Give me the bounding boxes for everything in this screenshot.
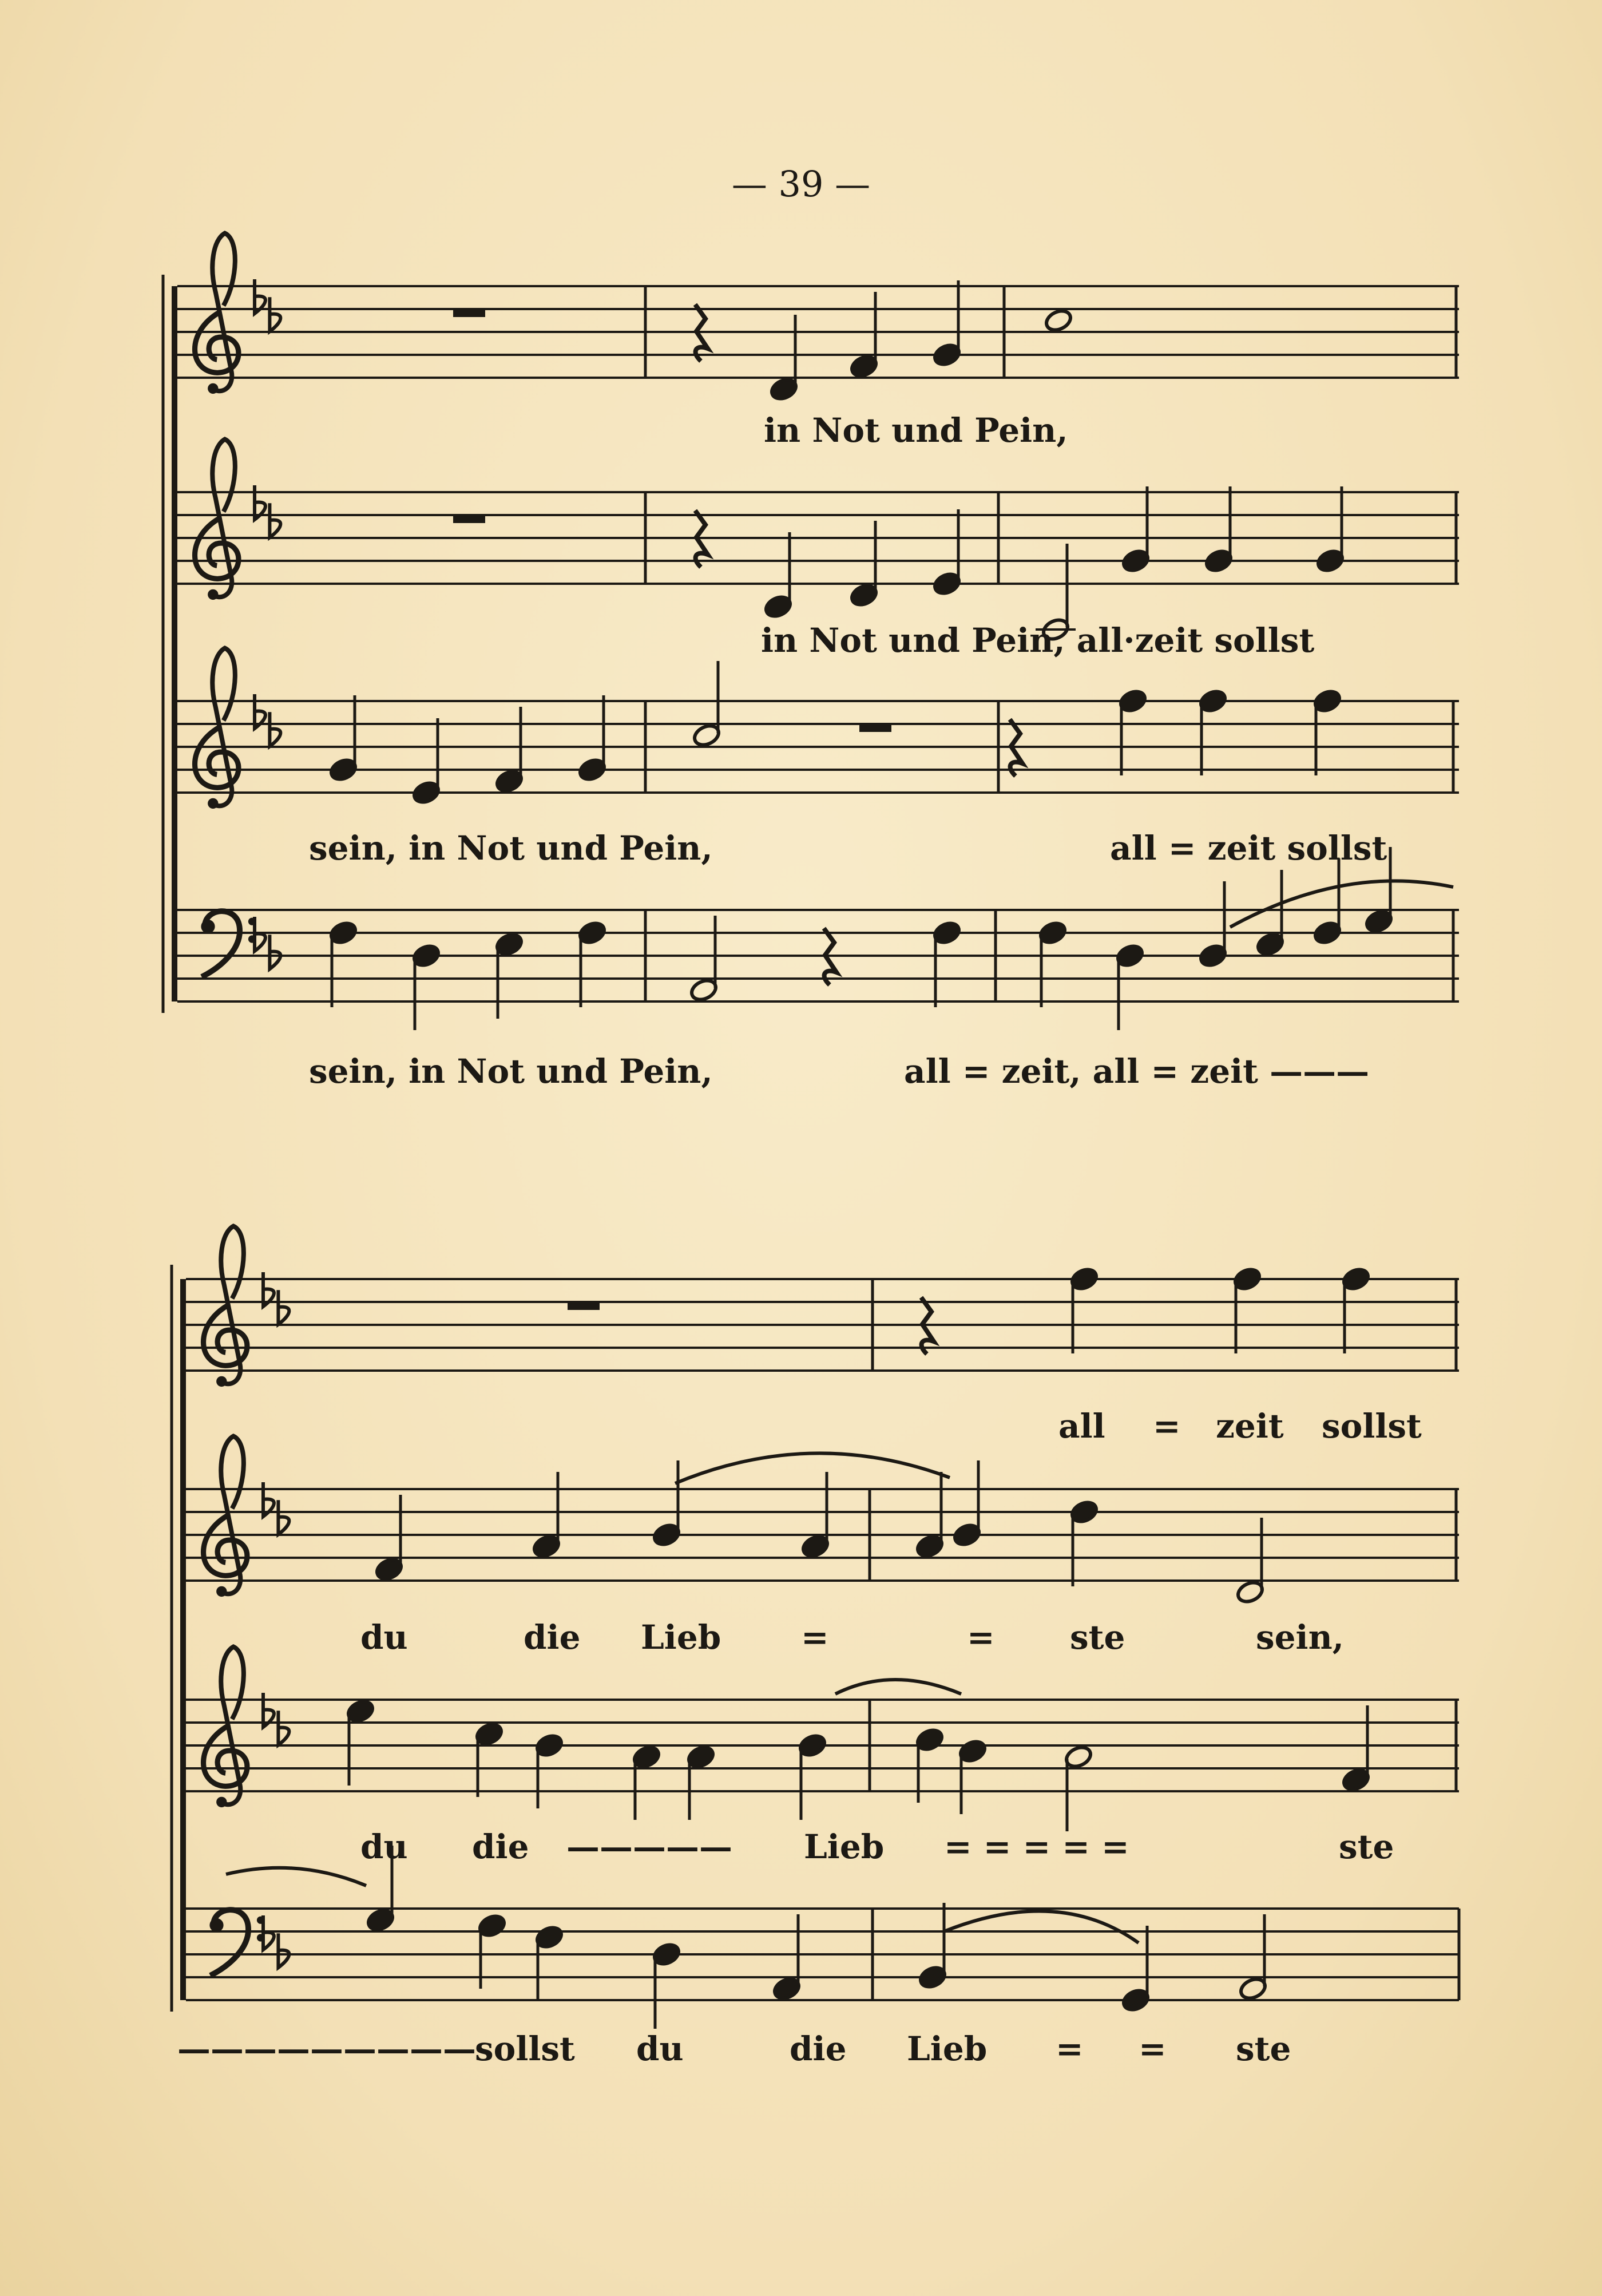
treble-clef-icon: [204, 1226, 247, 1387]
note: [798, 1732, 828, 1820]
slur: [675, 1453, 950, 1483]
lyric-s2-l3-w4: Lieb: [804, 1827, 885, 1866]
note: [692, 661, 722, 749]
lyric-s2-l3-w3: —————: [566, 1827, 732, 1866]
note: [346, 1698, 376, 1786]
staff-s1-2: [177, 648, 1459, 809]
note: [800, 1472, 831, 1559]
note: [769, 315, 799, 402]
note: [849, 292, 879, 379]
lyric-s2-l3-w2: die: [472, 1827, 529, 1866]
note: [932, 509, 962, 597]
lyric-s2-l2-w4: =: [801, 1618, 829, 1657]
lyric-s2-l1-w3: zeit: [1216, 1407, 1284, 1446]
note: [577, 920, 608, 1007]
bass-clef-icon: [201, 911, 256, 977]
note: [1198, 688, 1228, 775]
lyric-s2-l2-w6: ste: [1070, 1618, 1125, 1657]
note: [1312, 858, 1343, 946]
lyric-s2-l4-w2: sollst: [475, 2029, 575, 2068]
lyric-s2-l1-w1: all: [1058, 1407, 1105, 1446]
slur: [1230, 881, 1453, 927]
lyric-s2-l2-w7: sein,: [1256, 1618, 1344, 1657]
note: [849, 521, 879, 608]
note: [328, 920, 359, 1007]
note: [1238, 1914, 1268, 2002]
lyric-s2-l4-w4: die: [790, 2029, 847, 2068]
note: [1118, 688, 1148, 775]
lyric-s2-l4-w5: Lieb: [907, 2029, 988, 2068]
note: [652, 1460, 682, 1548]
lyric-s2-l4-w6: =: [1056, 2029, 1084, 2068]
note: [1235, 1518, 1266, 1605]
note: [915, 1472, 945, 1559]
lyric-s2-l1-w2: =: [1153, 1407, 1181, 1446]
note: [577, 695, 608, 783]
slur: [944, 1911, 1139, 1943]
lyric-s2-l2-w5: =: [967, 1618, 995, 1657]
staff-s1-1: [177, 440, 1459, 600]
note: [689, 916, 719, 1003]
lyric-s2-l2-w1: du: [360, 1618, 408, 1657]
lyric-s1-line2: in Not und Pein, all·zeit sollst: [761, 621, 1315, 660]
treble-clef-icon: [195, 648, 239, 809]
whole-rest-icon: [568, 1302, 600, 1310]
note: [1204, 486, 1234, 574]
treble-clef-icon: [204, 1647, 247, 1808]
page-number: — 39 —: [731, 163, 871, 205]
notehead: [1044, 307, 1074, 334]
staff-s2-2: [186, 1647, 1459, 1808]
treble-clef-icon: [195, 440, 239, 600]
lyric-s2-l3-w6: ste: [1339, 1827, 1394, 1866]
lyric-s2-l3-w1: du: [360, 1827, 408, 1866]
note: [534, 1732, 565, 1808]
staff-s1-0: [177, 233, 1459, 394]
lyric-s1-line4a: sein, in Not und Pein,: [309, 1052, 713, 1091]
note: [932, 280, 962, 368]
note: [1198, 881, 1228, 969]
lyric-s1-line4b: all = zeit, all = zeit ———: [904, 1052, 1370, 1091]
note: [1312, 688, 1343, 775]
note: [411, 718, 442, 806]
note: [932, 920, 962, 1007]
treble-clef-icon: [204, 1436, 247, 1597]
lyric-s1-line1: in Not und Pein,: [764, 411, 1068, 450]
staff-s1-3: [177, 910, 1459, 1001]
staff-s2-0: [186, 1226, 1459, 1387]
note: [532, 1472, 562, 1559]
lyric-s2-l1-w4: sollst: [1322, 1407, 1422, 1446]
note: [632, 1744, 662, 1820]
note: [952, 1460, 982, 1548]
note: [374, 1495, 405, 1582]
note: [534, 1924, 565, 2000]
lyric-s1-line3b: all = zeit sollst: [1110, 829, 1387, 868]
lyric-s2-l3-w5: = = = = =: [944, 1827, 1129, 1866]
slur: [835, 1680, 961, 1694]
note: [1069, 1266, 1100, 1353]
bass-clef-icon: [209, 1910, 264, 1976]
whole-rest-icon: [859, 724, 891, 732]
whole-rest-icon: [453, 515, 485, 523]
note: [772, 1914, 802, 2002]
lyric-s2-l4-w3: du: [636, 2029, 684, 2068]
lyric-s2-l2-w2: die: [524, 1618, 581, 1657]
note: [763, 532, 794, 620]
note: [328, 695, 359, 783]
lyric-s2-l2-w3: Lieb: [641, 1618, 721, 1657]
key-signature-flats-icon: [255, 917, 280, 969]
note: [958, 1738, 988, 1814]
lyric-s2-l4-w7: =: [1139, 2029, 1167, 2068]
note: [1341, 1705, 1371, 1793]
lyric-s1-line3a: sein, in Not und Pein,: [309, 829, 713, 868]
lyric-s2-l4-w1: —————————: [177, 2029, 476, 2068]
note: [1341, 1266, 1371, 1353]
note: [1121, 486, 1151, 574]
note: [1044, 307, 1074, 334]
slur: [226, 1868, 366, 1886]
note: [652, 1941, 682, 2029]
note: [686, 1744, 716, 1820]
note: [1069, 1499, 1100, 1586]
key-signature-flats-icon: [263, 1915, 289, 1968]
note: [1232, 1266, 1263, 1353]
note: [918, 1903, 948, 1990]
lyric-s2-l4-w8: ste: [1236, 2029, 1291, 2068]
note: [494, 931, 525, 1019]
note: [411, 943, 442, 1030]
note: [474, 1721, 505, 1797]
note: [1064, 1744, 1094, 1831]
note: [1038, 920, 1068, 1007]
note: [494, 707, 525, 794]
whole-rest-icon: [453, 309, 485, 317]
treble-clef-icon: [195, 233, 239, 394]
note: [1315, 486, 1346, 574]
note: [1115, 943, 1145, 1030]
